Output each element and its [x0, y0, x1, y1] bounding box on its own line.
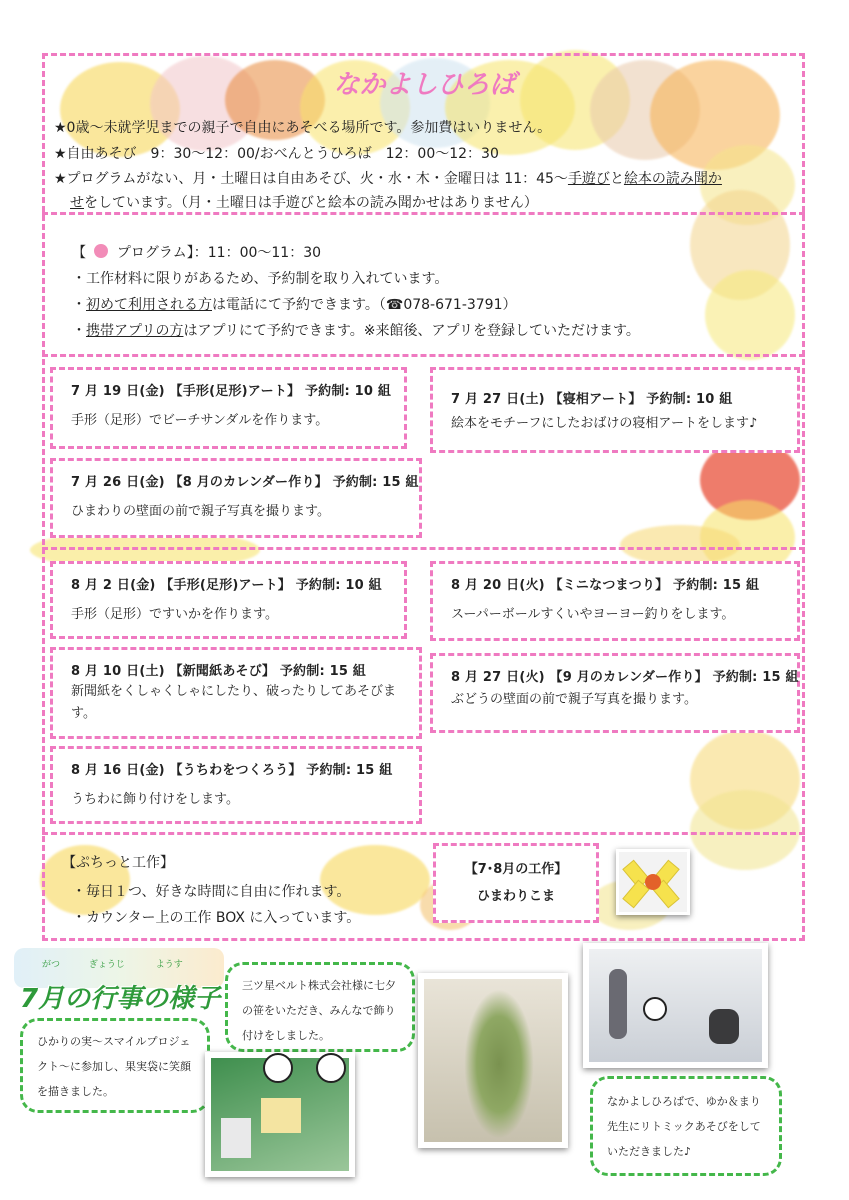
- speech-bubble-tanabata: 三ツ星ベルト株式会社様に七夕の笹をいただき、みんなで飾り付けをしました。: [225, 962, 415, 1052]
- face-cover-circle: [263, 1053, 293, 1083]
- app-users: 携帯アプリの方: [86, 323, 184, 339]
- tanabata-photo: [418, 973, 568, 1148]
- phone-text: は電話にて予約できます。（☎078-671-3791）: [212, 297, 517, 313]
- event-description: スーパーボールすくいやヨーヨー釣りをします。: [451, 607, 735, 622]
- intro-line-4-underlined: せ: [70, 195, 84, 211]
- event-card: [50, 647, 422, 739]
- bamboo-tree: [464, 989, 534, 1139]
- paper: [221, 1118, 251, 1158]
- rhythmic-photo: [583, 943, 768, 1068]
- event-title: 7 月 19 日(金) 【手形(足形)アート】 予約制: 10 組: [71, 384, 392, 399]
- sunflower-icon: [619, 852, 687, 912]
- ruby-yousu: ようす: [155, 960, 183, 970]
- craft-box-title: 【7･8月の工作】: [464, 862, 568, 877]
- event-card: [50, 746, 422, 824]
- program-heading-bracket: 【: [72, 245, 86, 261]
- event-card: [50, 561, 407, 639]
- july-title: 7月の行事の様子: [20, 984, 221, 1014]
- program-bullet-3: ・携帯アプリの方はアプリにて予約できます。※来館後、アプリを登録していただけます。: [72, 323, 640, 339]
- event-card: [50, 458, 422, 538]
- petit-craft-heading: 【ぷちっと工作】: [62, 855, 174, 871]
- event-card: [430, 653, 800, 733]
- petit-craft-line-1: ・毎日１つ、好きな時間に自由に作れます。: [72, 884, 351, 900]
- page-title: なかよしひろば: [333, 70, 516, 100]
- event-card: [50, 367, 407, 449]
- july-title-ruby: [42, 957, 183, 970]
- event-description: 手形（足形）ですいかを作ります。: [71, 607, 278, 622]
- event-title: 8 月 16 日(金) 【うちわをつくろう】 予約制: 15 組: [71, 763, 393, 778]
- event-description: ひまわりの壁面の前で親子写真を撮ります。: [71, 504, 330, 519]
- ruby-gyouji: ぎょうじ: [88, 960, 125, 970]
- section-divider: [42, 547, 805, 550]
- program-heading-text: プログラム】：11：00〜11：30: [116, 245, 322, 261]
- pin-icon: [94, 244, 108, 258]
- speech-bubble-rhythmic: なかよしひろばで、ゆか＆まり先生にリトミックあそびをしていただきました♪: [590, 1076, 782, 1176]
- event-description: 絵本をモチーフにしたおばけの寝相アートをします♪: [451, 416, 758, 431]
- face-cover-circle: [643, 997, 667, 1021]
- face-cover-circle: [316, 1053, 346, 1083]
- ruby-gatsu: がつ: [42, 960, 61, 970]
- section-divider: [42, 832, 805, 835]
- event-title: 8 月 10 日(土) 【新聞紙あそび】 予約制: 15 組: [71, 664, 366, 679]
- sunflower-craft-photo: [616, 849, 690, 915]
- intro-line-4: [70, 190, 538, 216]
- event-card: [430, 561, 800, 641]
- intro-fingerplay: 手遊び: [567, 171, 610, 187]
- intro-picturebook: 絵本の読み聞か: [623, 171, 722, 187]
- event-title: 7 月 27 日(土) 【寝相アート】 予約制: 10 組: [451, 392, 733, 407]
- program-bullet-2: ・初めて利用される方は電話にて予約できます。（☎078-671-3791）: [72, 297, 517, 313]
- event-description: 手形（足形）でビーチサンダルを作ります。: [71, 413, 329, 428]
- intro-line-1: ★0歳〜未就学児までの親子で自由にあそべる場所です。参加費はいりません。: [54, 120, 552, 136]
- intro-and: と: [609, 171, 624, 187]
- petit-craft-line-2: ・カウンター上の工作 BOX に入っています。: [72, 910, 361, 926]
- craft-box-name: ひまわりこま: [476, 889, 555, 904]
- child-figure: [709, 1009, 739, 1044]
- event-title: 8 月 2 日(金) 【手形(足形)アート】 予約制: 10 組: [71, 578, 382, 593]
- section-divider: [42, 354, 805, 357]
- event-description: ぶどうの壁面の前で親子写真を撮ります。: [451, 692, 697, 707]
- event-title: 8 月 27 日(火) 【9 月のカレンダー作り】 予約制: 15 組: [451, 670, 799, 685]
- event-title: 7 月 26 日(金) 【8 月のカレンダー作り】 予約制: 15 組: [71, 475, 419, 490]
- app-text: はアプリにて予約できます。※来館後、アプリを登録していただけます。: [183, 323, 640, 339]
- program-bullet-1: ・工作材料に限りがあるため、予約制を取り入れています。: [72, 271, 449, 287]
- event-card: [430, 367, 800, 453]
- event-description: 新聞紙をくしゃくしゃにしたり、破ったりしてあそびます。: [71, 684, 397, 721]
- event-title: 8 月 20 日(火) 【ミニなつまつり】 予約制: 15 組: [451, 578, 760, 593]
- fruit-bag: [261, 1098, 301, 1133]
- intro-line-3-text: ★プログラムがない、月・土曜日は自由あそび、火・水・木・金曜日は 11：45〜: [54, 171, 568, 187]
- intro-line-4-text: をしています。（月・土曜日は手遊びと絵本の読み聞かせはありません）: [84, 195, 538, 211]
- intro-line-3: [54, 166, 722, 192]
- speech-bubble-smile-project: ひかりの実〜スマイルプロジェクト〜に参加し、果実袋に笑顔を描きました。: [20, 1018, 210, 1113]
- first-time-users: 初めて利用される方: [86, 297, 212, 313]
- craft-box: [433, 843, 599, 923]
- teacher-figure: [609, 969, 627, 1039]
- intro-line-2: ★自由あそび 9：30〜12：00/おべんとうひろば 12：00〜12：30: [54, 146, 499, 162]
- event-description: うちわに飾り付けをします。: [71, 792, 239, 807]
